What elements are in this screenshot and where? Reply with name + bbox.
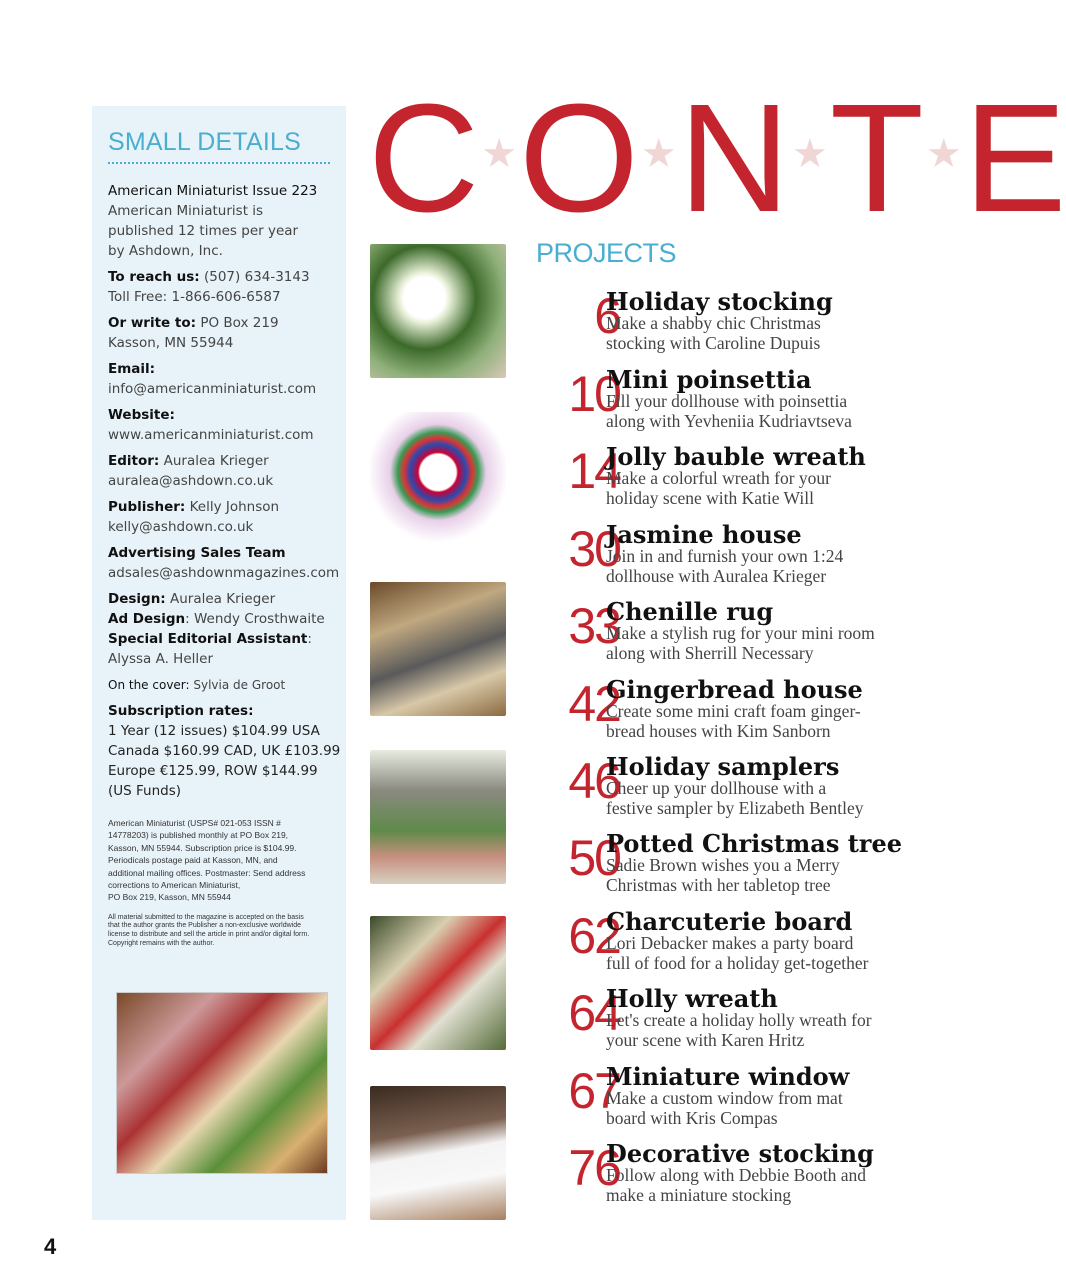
- special-value: Alyssa A. Heller: [108, 651, 214, 667]
- list-item[interactable]: [530, 908, 950, 978]
- project-page-number: 64: [568, 985, 620, 1041]
- project-title: Holiday samplers: [606, 752, 840, 781]
- list-item[interactable]: [530, 366, 950, 436]
- project-desc-line: Let's create a holiday holly wreath for: [606, 1010, 872, 1030]
- project-page-number: 76: [568, 1140, 620, 1196]
- subs-line: Europe €125.99, ROW $144.99: [108, 763, 318, 779]
- cover-photo: [116, 992, 328, 1174]
- sidebar-divider: [108, 162, 330, 164]
- list-item[interactable]: [530, 1063, 950, 1133]
- project-page-number: 62: [568, 908, 620, 964]
- page-number: 4: [44, 1234, 57, 1259]
- legal-line: Periodicals postage paid at Kasson, MN, and: [108, 855, 278, 866]
- issue-line: published 12 times per year: [108, 223, 299, 239]
- design-value: Auralea Krieger: [165, 591, 276, 607]
- subs-block: [108, 701, 344, 801]
- list-item[interactable]: [530, 985, 950, 1055]
- editor-block: [108, 451, 344, 491]
- project-description: [606, 1011, 872, 1050]
- ads-label: Advertising Sales Team: [108, 545, 286, 561]
- project-desc-line: festive sampler by Elizabeth Bentley: [606, 797, 864, 818]
- editor-value: Auralea Krieger: [159, 453, 269, 469]
- legal-line: 14778203) is published monthly at PO Box 219,: [108, 830, 289, 841]
- project-title: Holiday stocking: [606, 287, 833, 316]
- poinsettia-photo: [370, 244, 506, 378]
- project-description: [606, 1166, 866, 1205]
- subs-line: (US Funds): [108, 783, 182, 799]
- christmas-tree-photo: [370, 916, 506, 1050]
- reach-block: [108, 267, 344, 307]
- section-label-projects: PROJECTS: [536, 238, 677, 268]
- bauble-wreath-photo: [370, 412, 506, 546]
- publisher-value: Kelly Johnson: [185, 499, 280, 515]
- project-title: Potted Christmas tree: [606, 829, 902, 858]
- title-letter: C: [368, 72, 480, 244]
- project-page-number: 33: [568, 598, 620, 654]
- project-description: [606, 1089, 843, 1128]
- cover-value: Sylvia de Groot: [189, 678, 286, 692]
- project-desc-line: full of food for a holiday get-together: [606, 952, 869, 973]
- list-item[interactable]: [530, 830, 950, 900]
- star-icon: ★: [481, 132, 518, 177]
- rights-notice: [108, 914, 344, 948]
- project-page-number: 42: [568, 676, 620, 732]
- sidebar-body: [108, 181, 344, 948]
- project-desc-line: board with Kris Compas: [606, 1107, 778, 1128]
- succulent-planter-photo: [370, 750, 506, 884]
- project-description: [606, 547, 843, 586]
- project-page-number: 14: [568, 443, 620, 499]
- project-desc-line: Join in and furnish your own 1:24: [606, 546, 844, 566]
- project-desc-line: holiday scene with Katie Will: [606, 487, 814, 508]
- project-description: [606, 314, 821, 353]
- project-desc-line: your scene with Karen Hritz: [606, 1029, 805, 1050]
- cover-label: On the cover:: [108, 678, 190, 692]
- subs-label: Subscription rates:: [108, 703, 254, 719]
- title-letter: T: [829, 72, 924, 244]
- project-description: [606, 702, 861, 741]
- contents-title: [368, 72, 1066, 244]
- project-desc-line: bread houses with Kim Sanborn: [606, 720, 831, 741]
- website-label: Website:: [108, 407, 175, 423]
- title-letter: N: [678, 72, 790, 244]
- project-title: Gingerbread house: [606, 675, 863, 704]
- ad-design-value: : Wendy Crosthwaite: [185, 611, 325, 627]
- list-item[interactable]: [530, 443, 950, 513]
- email-label: Email:: [108, 361, 156, 377]
- rights-line: license to distribute and sell the article in print and/or digital form.: [108, 931, 310, 939]
- project-description: [606, 779, 864, 818]
- project-desc-line: Fill your dollhouse with poinsettia: [606, 391, 848, 411]
- cover-block: [108, 675, 344, 695]
- project-page-number: 6: [594, 288, 620, 344]
- project-title: Decorative stocking: [606, 1139, 874, 1168]
- publisher-block: [108, 497, 344, 537]
- project-desc-line: Christmas with her tabletop tree: [606, 874, 831, 895]
- special-label: Special Editorial Assistant: [108, 631, 308, 647]
- rights-line: that the author grants the Publisher a non-exclusive worldwide: [108, 922, 301, 930]
- legal-line: PO Box 219, Kasson, MN 55944: [108, 892, 231, 903]
- small-details-sidebar: [92, 106, 346, 1220]
- subs-line: Canada $160.99 CAD, UK £103.99: [108, 743, 341, 759]
- issue-line: by Ashdown, Inc.: [108, 243, 223, 259]
- legal-line: Kasson, MN 55944. Subscription price is $104.99.: [108, 842, 297, 853]
- legal-notice: [108, 817, 344, 904]
- project-page-number: 10: [568, 366, 620, 422]
- issue-block: [108, 181, 344, 261]
- design-label: Design:: [108, 591, 166, 607]
- project-desc-line: Create some mini craft foam ginger-: [606, 701, 861, 721]
- project-title: Chenille rug: [606, 597, 774, 626]
- write-block: [108, 313, 344, 353]
- ad-design-label: Ad Design: [108, 611, 186, 627]
- design-block: [108, 589, 344, 669]
- issue-label: American Miniaturist Issue 223: [108, 183, 318, 199]
- title-letter: E: [963, 72, 1066, 244]
- legal-line: additional mailing offices. Postmaster: Send address: [108, 867, 306, 878]
- editor-email[interactable]: auralea@ashdown.co.uk: [108, 473, 274, 489]
- project-desc-line: Make a stylish rug for your mini room: [606, 623, 875, 643]
- email-block: [108, 359, 344, 399]
- website-block: [108, 405, 344, 445]
- project-description: [606, 856, 840, 895]
- reach-phone: (507) 634-3143: [199, 269, 310, 285]
- ads-block: [108, 543, 344, 583]
- email-link[interactable]: info@americanminiaturist.com: [108, 381, 317, 397]
- write-city: Kasson, MN 55944: [108, 335, 234, 351]
- star-icon: ★: [925, 132, 962, 177]
- project-desc-line: Cheer up your dollhouse with a: [606, 778, 827, 798]
- project-desc-line: Make a shabby chic Christmas: [606, 313, 821, 333]
- legal-line: American Miniaturist (USPS# 021-053 ISSN #: [108, 818, 281, 828]
- project-description: [606, 624, 875, 663]
- project-title: Jolly bauble wreath: [606, 442, 866, 471]
- project-page-number: 50: [568, 830, 620, 886]
- project-page-number: 30: [568, 521, 620, 577]
- list-item[interactable]: [530, 521, 950, 591]
- star-icon: ★: [640, 132, 677, 177]
- project-title: Jasmine house: [606, 520, 802, 549]
- project-title: Charcuterie board: [606, 907, 853, 936]
- special-colon: :: [307, 631, 312, 647]
- list-item[interactable]: [530, 676, 950, 746]
- project-desc-line: Make a colorful wreath for your: [606, 468, 831, 488]
- write-value: PO Box 219: [196, 315, 279, 331]
- list-item[interactable]: [530, 1140, 950, 1210]
- list-item[interactable]: [530, 288, 950, 358]
- list-item[interactable]: [530, 598, 950, 668]
- website-link[interactable]: www.americanminiaturist.com: [108, 427, 314, 443]
- legal-line: corrections to American Miniaturist,: [108, 880, 241, 891]
- project-desc-line: Sadie Brown wishes you a Merry: [606, 855, 840, 875]
- project-desc-line: dollhouse with Auralea Krieger: [606, 565, 827, 586]
- list-item[interactable]: [530, 753, 950, 823]
- write-label: Or write to:: [108, 315, 197, 331]
- project-title: Holly wreath: [606, 984, 778, 1013]
- subs-line: 1 Year (12 issues) $104.99 USA: [108, 723, 320, 739]
- project-description: [606, 469, 831, 508]
- publisher-label: Publisher:: [108, 499, 186, 515]
- project-desc-line: Make a custom window from mat: [606, 1088, 843, 1108]
- title-letter: O: [519, 72, 639, 244]
- rights-line: All material submitted to the magazine is accepted on the basis: [108, 913, 304, 921]
- toll-free: Toll Free: 1-866-606-6587: [108, 289, 281, 305]
- project-desc-line: Lori Debacker makes a party board: [606, 933, 854, 953]
- project-description: [606, 392, 852, 431]
- publisher-email[interactable]: kelly@ashdown.co.uk: [108, 519, 254, 535]
- ads-email[interactable]: adsales@ashdownmagazines.com: [108, 565, 340, 581]
- white-dresser-photo: [370, 1086, 506, 1220]
- workbench-photo: [370, 582, 506, 716]
- project-desc-line: along with Sherrill Necessary: [606, 642, 814, 663]
- project-page-number: 67: [568, 1063, 620, 1119]
- project-desc-line: make a miniature stocking: [606, 1184, 792, 1205]
- project-description: [606, 934, 868, 973]
- rights-line: Copyright remains with the author.: [108, 939, 215, 947]
- editor-label: Editor:: [108, 453, 160, 469]
- project-desc-line: along with Yevheniia Kudriavtseva: [606, 410, 852, 431]
- project-title: Mini poinsettia: [606, 365, 812, 394]
- project-title: Miniature window: [606, 1062, 850, 1091]
- reach-label: To reach us:: [108, 269, 200, 285]
- star-icon: ★: [791, 132, 828, 177]
- project-desc-line: stocking with Caroline Dupuis: [606, 332, 821, 353]
- sidebar-title: SMALL DETAILS: [108, 128, 301, 156]
- project-desc-line: Follow along with Debbie Booth and: [606, 1165, 867, 1185]
- issue-line: American Miniaturist is: [108, 203, 264, 219]
- project-page-number: 46: [568, 753, 620, 809]
